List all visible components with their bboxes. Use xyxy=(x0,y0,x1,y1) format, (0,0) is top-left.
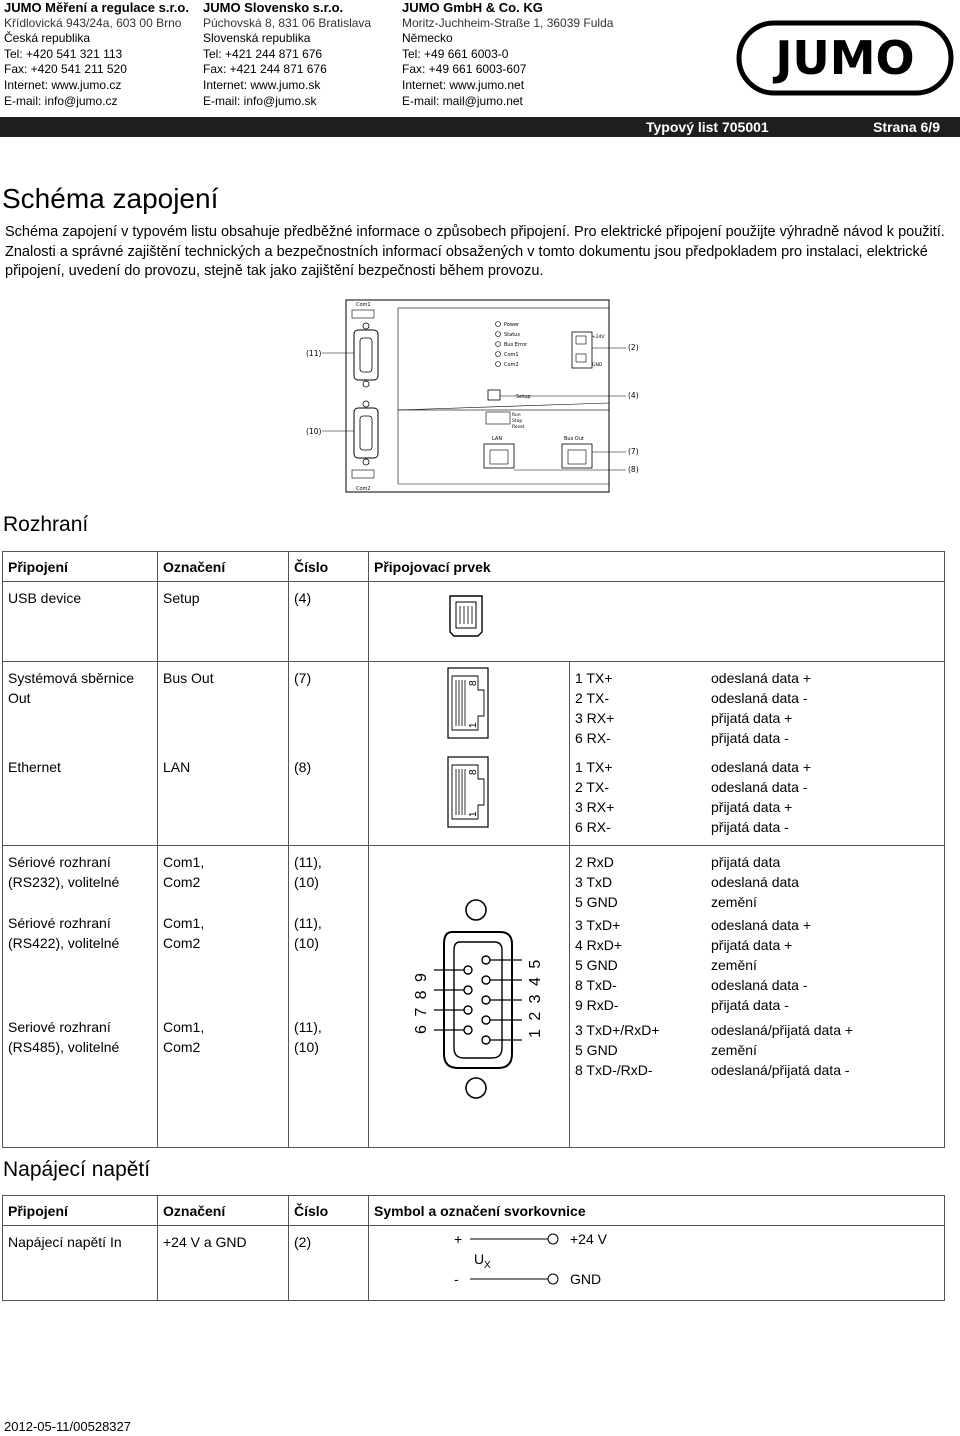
terminal-gnd-label: GND xyxy=(592,363,603,368)
web: Internet: www.jumo.net xyxy=(402,77,525,92)
power-terminal xyxy=(572,332,592,368)
pin-label: 1 xyxy=(468,811,479,817)
cell-power-symbol xyxy=(369,1226,945,1301)
rj45-connector-icon xyxy=(446,666,498,742)
street: Púchovská 8, 831 06 Bratislava xyxy=(203,15,372,30)
pin-number: 2 TX- xyxy=(575,690,609,706)
plus-sign: + xyxy=(454,1232,463,1247)
street: Moritz-Juchheim-Straße 1, 36039 Fulda xyxy=(402,15,614,30)
tel: Tel: +420 541 321 113 xyxy=(4,46,123,61)
led-status-label: Status xyxy=(504,332,520,338)
pin-desc: odeslaná data - xyxy=(711,779,808,795)
cell-rj45-symbol xyxy=(369,751,570,845)
header-cell: Číslo xyxy=(289,1196,369,1226)
cell-serial-num xyxy=(289,845,369,1147)
header-cell: Připojení xyxy=(3,1196,158,1226)
reset-label: Reset xyxy=(512,425,525,430)
pin-number: 9 RxD- xyxy=(575,996,619,1013)
tel: Tel: +421 244 871 676 xyxy=(203,46,323,61)
country: Česká republika xyxy=(4,31,91,46)
address-fulda xyxy=(402,0,613,109)
pin-desc: odeslaná data - xyxy=(711,690,808,706)
pin-number: 6 RX- xyxy=(575,819,611,835)
header-cell: Připojení xyxy=(3,552,158,582)
pin-desc: odeslaná data xyxy=(711,873,799,890)
pin-number: 5 GND xyxy=(575,893,618,910)
cell: (8) xyxy=(289,751,369,845)
table-header-row xyxy=(3,552,945,582)
pin-desc: zemění xyxy=(711,1041,757,1058)
company-name: JUMO GmbH & Co. KG xyxy=(402,0,543,15)
pin-number: 8 TxD- xyxy=(575,976,617,993)
pin-desc: přijatá data - xyxy=(711,730,789,746)
serial-num: (11), (10) xyxy=(294,853,322,890)
header-cell: Číslo xyxy=(289,552,369,582)
pin-number: 3 RX+ xyxy=(575,710,615,726)
serial-label: Com1, Com2 xyxy=(163,1018,205,1055)
pin-number: 3 RX+ xyxy=(575,799,615,815)
email: E-mail: info@jumo.cz xyxy=(4,93,118,108)
power-terminal-symbol xyxy=(374,1232,674,1292)
table-row xyxy=(3,582,945,662)
pin-label: 8 xyxy=(468,769,479,775)
table-header-row xyxy=(3,1196,945,1226)
pin-number: 5 GND xyxy=(575,956,618,973)
busout-port xyxy=(562,444,592,468)
pin-desc: přijatá data xyxy=(711,853,781,870)
country: Slovenská republika xyxy=(203,31,311,46)
callout-8: (8) xyxy=(628,465,639,474)
email: E-mail: info@jumo.sk xyxy=(203,93,317,108)
pin-desc: přijatá data + xyxy=(711,799,793,815)
lan-port xyxy=(484,444,514,468)
pin-desc: odeslaná/přijatá data - xyxy=(711,1061,850,1078)
cell: LAN xyxy=(158,751,289,845)
cell-dsub-symbol xyxy=(369,845,570,1147)
com1-dsub-connector xyxy=(354,330,378,380)
lan-label: LAN xyxy=(492,436,503,442)
com1-label: Com1 xyxy=(356,302,371,308)
company-name: JUMO Slovensko s.r.o. xyxy=(203,0,344,15)
footer-doc-id: 2012-05-11/00528327 xyxy=(4,1419,131,1434)
interfaces-heading: Rozhraní xyxy=(3,513,89,536)
cell: (4) xyxy=(289,582,369,662)
pin-desc: přijatá data + xyxy=(711,710,793,726)
pin-number: 1 TX+ xyxy=(575,759,613,775)
pin-number: 2 RxD xyxy=(575,853,614,870)
callout-11: (11) xyxy=(306,349,322,358)
pin-number: 3 TxD xyxy=(575,873,613,890)
cell-serial-label xyxy=(158,845,289,1147)
header-bar xyxy=(0,117,960,137)
cell: Systémová sběrnice Out xyxy=(3,662,158,752)
pin-number: 5 GND xyxy=(575,1041,618,1058)
header-cell: Označení xyxy=(158,1196,289,1226)
table-row xyxy=(3,662,945,752)
pin-label: 8 xyxy=(468,680,479,686)
pin-number: 3 TxD+ xyxy=(575,916,621,933)
callout-4: (4) xyxy=(628,391,639,400)
led-power-label: Power xyxy=(504,322,520,328)
fax: Fax: +421 244 871 676 xyxy=(203,62,327,77)
pin-label: 1 xyxy=(468,722,479,728)
street: Křídlovická 943/24a, 603 00 Brno xyxy=(4,15,182,30)
rj45-connector-icon xyxy=(446,755,498,831)
dsub-top-row-pins: 1 2 3 4 5 xyxy=(527,957,544,1038)
country: Německo xyxy=(402,31,453,46)
pin-desc: odeslaná data + xyxy=(711,916,812,933)
page-number: Strana 6/9 xyxy=(873,119,940,135)
callout-7: (7) xyxy=(628,447,639,456)
serial-rs232: Sériové rozhraní (RS232), volitelné xyxy=(8,853,120,890)
serial-label: Com1, Com2 xyxy=(163,853,205,890)
cell-eth-pins xyxy=(570,751,945,845)
logo-text: JUMO xyxy=(775,31,915,85)
cell: USB device xyxy=(3,582,158,662)
led-bus-error-label: Bus Error xyxy=(504,342,527,348)
jumo-logo xyxy=(736,20,954,96)
pin-desc: odeslaná data - xyxy=(711,976,808,993)
pin-desc: přijatá data + xyxy=(711,936,793,953)
led-com2-label: Com2 xyxy=(504,362,519,368)
cell: Ethernet xyxy=(3,751,158,845)
serial-num: (11), (10) xyxy=(294,914,322,951)
header-cell: Symbol a označení svorkovnice xyxy=(369,1196,945,1226)
stop-label: Stop xyxy=(512,419,523,424)
tel: Tel: +49 661 6003-0 xyxy=(402,46,509,61)
cell: +24 V a GND xyxy=(158,1226,289,1301)
cell-usb-symbol xyxy=(369,582,945,662)
device-front-diagram xyxy=(300,298,660,494)
callout-10: (10) xyxy=(306,427,322,436)
pin-number: 4 RxD+ xyxy=(575,936,623,953)
header-cell: Připojovací prvek xyxy=(369,552,945,582)
pin-desc: zemění xyxy=(711,893,757,910)
pin-desc: odeslaná data + xyxy=(711,670,812,686)
cell: (2) xyxy=(289,1226,369,1301)
ux-label: U xyxy=(474,1251,485,1267)
minus-sign: - xyxy=(454,1271,459,1287)
led-com1-label: Com1 xyxy=(504,352,519,358)
header-cell: Označení xyxy=(158,552,289,582)
usb-connector-icon xyxy=(446,592,486,640)
table-row xyxy=(3,845,945,1147)
doc-number: Typový list 705001 xyxy=(646,119,769,135)
serial-rs485: Seriové rozhraní (RS485), volitelné xyxy=(8,1018,120,1055)
cell: Setup xyxy=(158,582,289,662)
terminal-24v-label: +24V xyxy=(592,335,605,340)
web: Internet: www.jumo.sk xyxy=(203,77,321,92)
cell-serial-conn xyxy=(3,845,158,1147)
setup-label: Setup xyxy=(516,394,531,400)
com2-dsub-connector xyxy=(354,408,378,458)
setup-usb-port xyxy=(488,390,500,400)
pin-desc: přijatá data - xyxy=(711,996,789,1013)
pin-number: 6 RX- xyxy=(575,730,611,746)
interfaces-table xyxy=(2,551,945,1148)
pin-number: 8 TxD-/RxD- xyxy=(575,1061,653,1078)
pin-number: 1 TX+ xyxy=(575,670,613,686)
serial-num: (11), (10) xyxy=(294,1018,322,1055)
cell: Bus Out xyxy=(158,662,289,752)
pin-number: 2 TX- xyxy=(575,779,609,795)
page-title: Schéma zapojení xyxy=(2,183,219,214)
dsub-bottom-row-pins: 6 7 8 9 xyxy=(413,970,430,1034)
intro-text: Schéma zapojení v typovém listu obsahuje předběžné informace o způsobech připojení. Pro elektrické připojení použijte výhradně návod k použití. Znalosti a správné zajištění technických a bezpečnostních informací obsažených v tomto dokumentu jsou předpokladem pro instalaci, elektrické připojení, uvedení do provozu, stejně tak jako zajištění bezpečnosti během provozu. xyxy=(5,224,945,279)
pin-desc: odeslaná/přijatá data + xyxy=(711,1021,854,1038)
address-bratislava xyxy=(203,0,371,109)
pin-desc: přijatá data - xyxy=(711,819,789,835)
fax: Fax: +49 661 6003-607 xyxy=(402,62,527,77)
callout-2: (2) xyxy=(628,343,639,352)
table-row xyxy=(3,1226,945,1301)
fax: Fax: +420 541 211 520 xyxy=(4,62,127,77)
company-name: JUMO Měření a regulace s.r.o. xyxy=(4,0,189,15)
dsub9-connector-icon xyxy=(404,892,564,1112)
table-row xyxy=(3,751,945,845)
power-table xyxy=(2,1195,945,1301)
address-brno xyxy=(4,0,189,109)
cell: Napájecí napětí In xyxy=(3,1226,158,1301)
cell-serial-pins xyxy=(570,845,945,1147)
web: Internet: www.jumo.cz xyxy=(4,77,122,92)
com2-label: Com2 xyxy=(356,486,371,492)
plus-24v-label: +24 V xyxy=(570,1232,607,1247)
power-heading: Napájecí napětí xyxy=(3,1158,151,1181)
busout-label: Bus Out xyxy=(564,436,584,442)
cell-rj45-symbol xyxy=(369,662,570,752)
ux-subscript: X xyxy=(484,1260,491,1271)
gnd-label: GND xyxy=(570,1271,602,1287)
pin-number: 3 TxD+/RxD+ xyxy=(575,1021,660,1038)
pin-desc: zemění xyxy=(711,956,757,973)
pin-desc: odeslaná data + xyxy=(711,759,812,775)
cell-bus-pins xyxy=(570,662,945,752)
cell: (7) xyxy=(289,662,369,752)
serial-rs422: Sériové rozhraní (RS422), volitelné xyxy=(8,914,120,951)
serial-label: Com1, Com2 xyxy=(163,914,205,951)
email: E-mail: mail@jumo.net xyxy=(402,93,523,108)
run-label: Run xyxy=(512,413,521,418)
